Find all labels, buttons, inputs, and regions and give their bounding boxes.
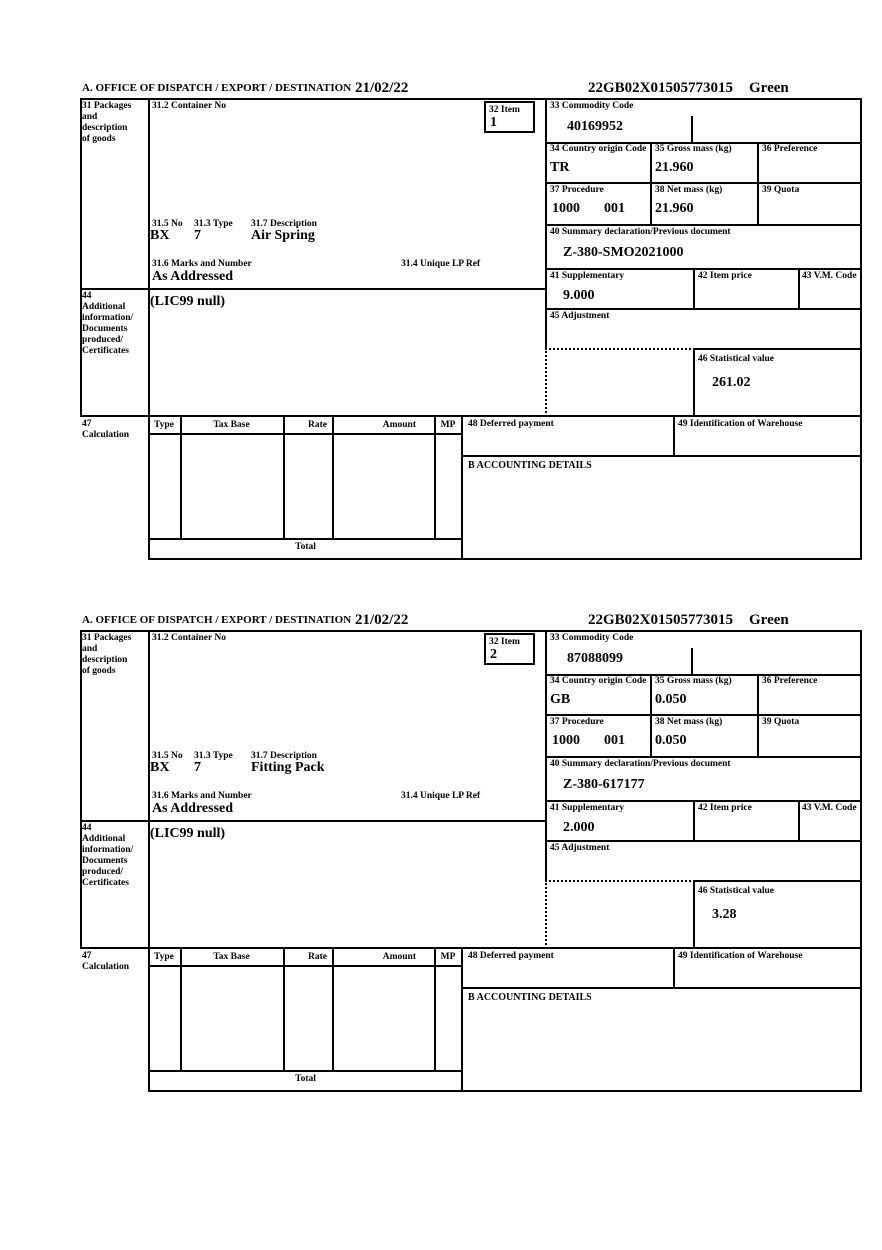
marks-and-number-label: 31.6 Marks and Number: [152, 791, 252, 801]
net-mass-label: 38 Net mass (kg): [655, 185, 723, 195]
procedure-qualifier-value: 001: [604, 733, 625, 748]
box31-label-line: description: [82, 123, 128, 133]
gross-mass-value: 21.960: [655, 160, 694, 175]
section47-top-border: [80, 947, 862, 949]
net-mass-label: 38 Net mass (kg): [655, 717, 723, 727]
box47-label-line: 47: [82, 951, 92, 961]
box46-top-border: [693, 348, 862, 350]
previous-document-value: Z-380-617177: [563, 777, 645, 792]
box45-bottom-dotted-border: [545, 348, 695, 350]
box35-36-divider: [757, 142, 759, 184]
declaration-reference-group: [588, 80, 789, 97]
form-top-border: [80, 98, 862, 100]
box44-label-line: Additional: [82, 302, 126, 312]
item-price-label: 42 Item price: [698, 803, 752, 813]
box47-label: [82, 419, 129, 441]
gross-mass-value: 0.050: [655, 692, 687, 707]
quota-label: 39 Quota: [762, 185, 800, 195]
calc-header-row-border: [148, 433, 463, 435]
box35-36-divider: [757, 674, 759, 716]
commodity-code-label: 33 Commodity Code: [550, 633, 634, 643]
packages-type-label: 31.3 Type: [194, 219, 233, 229]
supplementary-value: 9.000: [563, 288, 595, 303]
calc-table-bottom-border: [148, 538, 463, 540]
label-column-divider: [148, 630, 150, 1092]
box47-label: [82, 951, 129, 973]
calc-col1-divider: [180, 415, 182, 540]
vm-code-label: 43 V.M. Code: [802, 803, 857, 813]
goods-description-value: Air Spring: [251, 228, 315, 243]
box46-left-border: [693, 880, 695, 949]
preference-label: 36 Preference: [762, 676, 818, 686]
commodity-code-divider: [691, 116, 693, 142]
box38-39-divider: [757, 714, 759, 758]
calc-col-rate-header: Rate: [308, 420, 327, 430]
calc-col3-divider: [332, 415, 334, 540]
container-no-label: 31.2 Container No: [152, 633, 226, 643]
label-column-divider: [148, 98, 150, 560]
box40-bottom-border: [545, 268, 862, 270]
country-origin-value: GB: [550, 692, 571, 707]
section47-top-border: [80, 415, 862, 417]
adjustment-label: 45 Adjustment: [550, 311, 610, 321]
calc-col-rate-header: Rate: [308, 952, 327, 962]
supplementary-value: 2.000: [563, 820, 595, 835]
gross-mass-label: 35 Gross mass (kg): [655, 676, 732, 686]
calc-table-right-border: [461, 415, 463, 560]
identification-of-warehouse-label: 49 Identification of Warehouse: [678, 419, 803, 429]
box46-left-border: [693, 348, 695, 417]
box47-label-line: Calculation: [82, 430, 129, 440]
right-panel-divider-dotted: [545, 880, 547, 949]
supplementary-label: 41 Supplementary: [550, 271, 625, 281]
procedure-label: 37 Procedure: [550, 717, 604, 727]
statistical-value-value: 261.02: [712, 375, 751, 390]
item-number-label: 32 Item: [489, 637, 520, 647]
accounting-details-label: B ACCOUNTING DETAILS: [468, 460, 592, 471]
right-panel-divider-dotted: [545, 348, 547, 417]
movement-reference-number: 22GB02X01505773015: [588, 80, 734, 96]
section44-top-border: [80, 288, 547, 290]
box48-bottom-border: [461, 987, 862, 989]
box44-label-line: information/: [82, 313, 134, 323]
preference-label: 36 Preference: [762, 144, 818, 154]
description-label: 31.7 Description: [251, 219, 317, 229]
total-row-label: Total: [295, 1074, 316, 1084]
item-number-value: 2: [490, 647, 497, 662]
accounting-details-label: B ACCOUNTING DETAILS: [468, 992, 592, 1003]
box48-49-divider: [673, 947, 675, 989]
box31-label-line: and: [82, 644, 98, 654]
box42-43-divider: [798, 800, 800, 842]
box34-35-divider: [650, 674, 652, 716]
box44-label-line: produced/: [82, 335, 124, 345]
gross-mass-label: 35 Gross mass (kg): [655, 144, 732, 154]
box38-39-divider: [757, 182, 759, 226]
calc-header-row-border: [148, 965, 463, 967]
routing-indicator: Green: [749, 80, 789, 96]
box44-label-line: Certificates: [82, 878, 129, 888]
form-top-border: [80, 630, 862, 632]
country-origin-label: 34 Country origin Code: [550, 144, 647, 154]
calc-col4-divider: [434, 947, 436, 1072]
declaration-reference-group: [588, 612, 789, 629]
box31-label-line: 31 Packages: [82, 101, 132, 111]
calc-col-type-header: Type: [154, 420, 174, 430]
routing-indicator: Green: [749, 612, 789, 628]
quota-label: 39 Quota: [762, 717, 800, 727]
row41-bottom-border: [545, 840, 862, 842]
additional-information-value: (LIC99 null): [150, 826, 226, 841]
box31-label-line: 31 Packages: [82, 633, 132, 643]
row34-bottom-border: [545, 714, 862, 716]
description-label: 31.7 Description: [251, 751, 317, 761]
box48-49-divider: [673, 415, 675, 457]
packages-no-label: 31.5 No: [152, 219, 183, 229]
box44-label-line: 44: [82, 291, 92, 301]
country-origin-value: TR: [550, 160, 570, 175]
box44-label-line: Documents: [82, 324, 128, 334]
box31-label: [82, 633, 131, 677]
goods-description-value: Fitting Pack: [251, 760, 325, 775]
box37-38-divider: [650, 714, 652, 758]
form-bottom-border: [148, 1090, 862, 1092]
row37-bottom-border: [545, 224, 862, 226]
office-of-dispatch-heading: A. OFFICE OF DISPATCH / EXPORT / DESTINATION: [82, 82, 352, 94]
statistical-value-label: 46 Statistical value: [698, 886, 774, 896]
declaration-item-2: [80, 612, 864, 1096]
box31-label-line: description: [82, 655, 128, 665]
deferred-payment-label: 48 Deferred payment: [468, 951, 554, 961]
calc-col3-divider: [332, 947, 334, 1072]
calc-col4-divider: [434, 415, 436, 540]
office-of-dispatch-heading: A. OFFICE OF DISPATCH / EXPORT / DESTINATION: [82, 614, 352, 626]
unique-lp-ref-label: 31.4 Unique LP Ref: [401, 791, 481, 801]
box37-38-divider: [650, 182, 652, 226]
procedure-qualifier-value: 001: [604, 201, 625, 216]
procedure-value: 1000: [552, 201, 580, 216]
statistical-value-label: 46 Statistical value: [698, 354, 774, 364]
section44-top-border: [80, 820, 547, 822]
identification-of-warehouse-label: 49 Identification of Warehouse: [678, 951, 803, 961]
unique-lp-ref-label: 31.4 Unique LP Ref: [401, 259, 481, 269]
row37-bottom-border: [545, 756, 862, 758]
form-left-border: [80, 98, 82, 417]
box31-label-line: and: [82, 112, 98, 122]
packages-no-value: BX: [150, 228, 170, 243]
box44-label: [82, 823, 133, 889]
procedure-label: 37 Procedure: [550, 185, 604, 195]
declaration-date: 21/02/22: [355, 80, 409, 96]
country-origin-label: 34 Country origin Code: [550, 676, 647, 686]
box34-35-divider: [650, 142, 652, 184]
commodity-code-value: 87088099: [567, 651, 623, 666]
row41-bottom-border: [545, 308, 862, 310]
box31-label: [82, 101, 131, 145]
box31-label-line: of goods: [82, 134, 116, 144]
statistical-value-value: 3.28: [712, 907, 737, 922]
packages-type-value: 7: [194, 760, 201, 775]
box44-label-line: Additional: [82, 834, 126, 844]
box44-label-line: 44: [82, 823, 92, 833]
vm-code-label: 43 V.M. Code: [802, 271, 857, 281]
adjustment-label: 45 Adjustment: [550, 843, 610, 853]
box41-42-divider: [693, 268, 695, 310]
box46-top-border: [693, 880, 862, 882]
box44-label-line: Documents: [82, 856, 128, 866]
box48-bottom-border: [461, 455, 862, 457]
commodity-code-divider: [691, 648, 693, 674]
item-number-box: [484, 101, 535, 133]
previous-document-label: 40 Summary declaration/Previous document: [550, 759, 731, 769]
box47-label-line: Calculation: [82, 962, 129, 972]
calc-col-mp-header: MP: [440, 952, 456, 962]
box47-label-line: 47: [82, 419, 92, 429]
form-bottom-border: [148, 558, 862, 560]
supplementary-label: 41 Supplementary: [550, 803, 625, 813]
net-mass-value: 0.050: [655, 733, 687, 748]
box44-label-line: information/: [82, 845, 134, 855]
commodity-code-value: 40169952: [567, 119, 623, 134]
calc-col-tax-base-header: Tax Base: [213, 952, 250, 962]
item-number-label: 32 Item: [489, 105, 520, 115]
box42-43-divider: [798, 268, 800, 310]
additional-information-value: (LIC99 null): [150, 294, 226, 309]
form-left-border: [80, 630, 82, 949]
item-number-box: [484, 633, 535, 665]
marks-and-number-value: As Addressed: [152, 269, 234, 284]
calc-col2-divider: [283, 947, 285, 1072]
item-number-value: 1: [490, 115, 497, 130]
form-right-border: [860, 98, 862, 560]
box31-label-line: of goods: [82, 666, 116, 676]
form-right-border: [860, 630, 862, 1092]
calc-table-right-border: [461, 947, 463, 1092]
calc-col2-divider: [283, 415, 285, 540]
calc-col-tax-base-header: Tax Base: [213, 420, 250, 430]
previous-document-value: Z-380-SMO2021000: [563, 245, 684, 260]
box40-bottom-border: [545, 800, 862, 802]
packages-no-label: 31.5 No: [152, 751, 183, 761]
marks-and-number-label: 31.6 Marks and Number: [152, 259, 252, 269]
item-price-label: 42 Item price: [698, 271, 752, 281]
procedure-value: 1000: [552, 733, 580, 748]
net-mass-value: 21.960: [655, 201, 694, 216]
movement-reference-number: 22GB02X01505773015: [588, 612, 734, 628]
box44-label: [82, 291, 133, 357]
packages-type-value: 7: [194, 228, 201, 243]
previous-document-label: 40 Summary declaration/Previous document: [550, 227, 731, 237]
calc-col-amount-header: Amount: [382, 952, 416, 962]
packages-type-label: 31.3 Type: [194, 751, 233, 761]
packages-no-value: BX: [150, 760, 170, 775]
calc-col-type-header: Type: [154, 952, 174, 962]
calc-col-amount-header: Amount: [382, 420, 416, 430]
calc-col1-divider: [180, 947, 182, 1072]
box44-label-line: Certificates: [82, 346, 129, 356]
calc-col-mp-header: MP: [440, 420, 456, 430]
declaration-item-1: [80, 80, 864, 564]
box41-42-divider: [693, 800, 695, 842]
container-no-label: 31.2 Container No: [152, 101, 226, 111]
declaration-date: 21/02/22: [355, 612, 409, 628]
deferred-payment-label: 48 Deferred payment: [468, 419, 554, 429]
box45-bottom-dotted-border: [545, 880, 695, 882]
row34-bottom-border: [545, 182, 862, 184]
calc-table-bottom-border: [148, 1070, 463, 1072]
marks-and-number-value: As Addressed: [152, 801, 234, 816]
box44-label-line: produced/: [82, 867, 124, 877]
commodity-code-label: 33 Commodity Code: [550, 101, 634, 111]
total-row-label: Total: [295, 542, 316, 552]
